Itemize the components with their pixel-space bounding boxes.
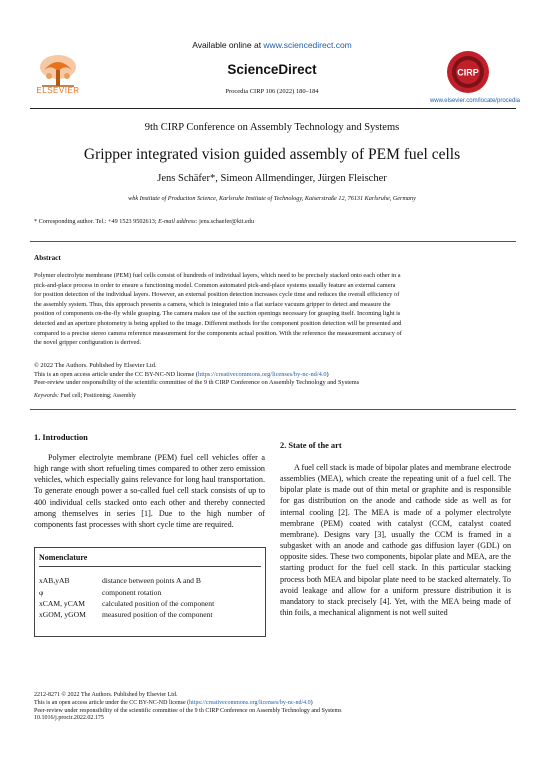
soa-line: cathode gas diffusion layer (GDL) on opposite sides. These two xyxy=(280,541,512,562)
intro-line: fuel cell stack consists of up to 400 individual cells stacked onto xyxy=(34,486,266,507)
nomenclature-definition: distance between points A and B xyxy=(102,576,201,585)
nomenclature-symbol: xAB,yAB xyxy=(39,576,70,585)
header-divider xyxy=(30,108,516,109)
abstract-line: for position detection of the individual layers. However, an external position detection increases cycle time and reduces the overall efficiency of xyxy=(34,291,400,299)
soa-line: made of a polymer electrolyte membrane (PEM) coated with xyxy=(280,507,511,528)
nomenclature-row xyxy=(39,588,261,599)
soa-line: for the fuel cell stack. In this particular stacking process both xyxy=(280,563,511,584)
intro-line: [1]. Due to the high number of components fast processes with xyxy=(34,508,265,529)
intro-line: zero emission vehicles, which especially gains relevance for xyxy=(34,464,265,485)
sciencedirect-title: ScienceDirect xyxy=(227,62,317,77)
intro-line: short cycle time are required. xyxy=(138,519,234,529)
nomenclature-definition: measured position of the component xyxy=(102,610,213,619)
journal-reference: Procedia CIRP 106 (2022) 180–184 xyxy=(225,88,319,95)
nomenclature-symbol: xGOM, yGOM xyxy=(39,610,86,619)
cirp-logo-icon xyxy=(446,50,490,94)
nomenclature-row xyxy=(39,610,261,621)
intro-line: each other and thereby connected among themselves in series xyxy=(34,497,265,518)
cirp-logo-text: CIRP xyxy=(457,67,479,78)
nomenclature-heading: Nomenclature xyxy=(39,553,88,562)
soa-line: mandatory to stack precisely [4]. Yet, with the MEA being xyxy=(280,596,481,606)
nomenclature-divider xyxy=(39,566,261,567)
soa-line: graphite and is responsible for gas distribution on the anode and xyxy=(280,485,512,506)
footer-issn: 2212-8271 © 2022 The Authors. Published by Elsevier Ltd. xyxy=(34,692,178,698)
available-online-line: Available online at www.sciencedirect.com xyxy=(192,40,352,50)
abstract-divider-bottom xyxy=(30,409,516,410)
keywords-label: Keywords: xyxy=(34,393,59,399)
soa-line: A fuel cell stack is made of bipolar plates and membrane xyxy=(294,463,480,472)
license-line: This is an open access article under the CC BY-NC-ND license (https://creativecommons.org/licenses/by-nc-nd/4.0) xyxy=(34,370,329,378)
introduction-body xyxy=(34,452,265,530)
state-of-the-art-body xyxy=(280,462,511,618)
journal-url-link[interactable]: www.elsevier.com/locate/procedia xyxy=(429,98,520,104)
nomenclature-box xyxy=(34,547,266,637)
soa-line: leakage and allow for a uniform pressure distribution it is xyxy=(302,585,511,595)
abstract-line: pick-and-place process in order to ensure a functioning model. Common automated pick-and-place systems usually feature an external camera xyxy=(34,281,396,289)
footer-peer-review: Peer-review under responsibility of the scientific committee of the 9 th CIRP Conference on Assembly Technology and Systems xyxy=(34,707,342,714)
corresponding-author: * Corresponding author. Tel.: +49 1523 9502613; E-mail address: jens.schaefer@kit.edu xyxy=(34,218,254,225)
introduction-heading: 1. Introduction xyxy=(34,433,88,442)
elsevier-wordmark: ELSEVIER xyxy=(36,86,80,95)
paper-title: Gripper integrated vision guided assembly of PEM fuel cells xyxy=(83,146,461,163)
footer-doi[interactable]: 10.1016/j.procir.2022.02.175 xyxy=(34,715,104,722)
soa-line: a fuel cell. The bipolar plate is made out of thin metal or xyxy=(280,474,511,495)
abstract-divider-top xyxy=(30,241,516,242)
abstract-line: compared to a precise stereo camera reference measurement for the components actual position. With the reference the measurement accuracy of xyxy=(34,329,402,337)
footer-license: This is an open access article under the CC BY-NC-ND license (https://creativecommons.org/licenses/by-nc-nd/4.0) xyxy=(34,699,313,706)
state-of-the-art-heading: 2. State of the art xyxy=(280,441,342,450)
intro-line: long haul transportation. To generate enough power a so-called xyxy=(34,475,266,496)
soa-line: usually the CCM is framed in a subgasket with an anode and xyxy=(280,529,512,551)
nomenclature-symbol: xCAM, yCAM xyxy=(39,599,85,608)
abstract-line: the assembly system. Thus, this approach presents a camera, which is integrated into a flat surface vacuum gripper to detect and measure the xyxy=(34,300,391,308)
nomenclature-row xyxy=(39,599,261,610)
page-footer xyxy=(34,692,342,723)
affiliation: wbk Institute of Production Science, Karlsruhe Institute of Technology, Kaiserstraße 12, 76131 Karlsruhe, Germany xyxy=(128,195,416,202)
keywords-value: Fuel cell; Positioning; Assembly xyxy=(58,393,136,399)
keywords xyxy=(34,393,136,399)
abstract-line: detected and an aperture photometry is being applied to the image. Different methods for the component position detection will be presented and xyxy=(34,319,402,327)
abstract-heading: Abstract xyxy=(34,254,61,262)
nomenclature-definition: component rotation xyxy=(102,588,162,597)
soa-line: made of thin foils, a mechanical alignment is not well suited xyxy=(280,596,511,618)
abstract-body xyxy=(34,271,511,348)
footer-license-link[interactable]: https://creativecommons.org/licenses/by-nc-nd/4.0 xyxy=(189,699,311,706)
soa-line: electrode assemblies (MEA), which create the repeating unit of xyxy=(280,463,511,484)
abstract-line: the novel gripper configuration is derived. xyxy=(34,339,142,347)
intro-line: offer a high range with short refueling times compared to other xyxy=(34,453,265,474)
email-link[interactable]: jens.schaefer@kit.edu xyxy=(197,218,254,225)
soa-line: MEA and bipolar plate need to be stacked alternately. To avoid xyxy=(280,574,511,595)
peer-review-line: Peer-review under responsibility of the scientific committee of the 9 th CIRP Conference on Assembly Technology and Systems xyxy=(34,379,360,387)
abstract-line: position of components on-the-fly while grasping. The camera makes use of the suction openings necessary for grasping itself. Incoming light is xyxy=(34,310,401,318)
nomenclature-symbol: φ xyxy=(39,588,44,597)
copyright-block xyxy=(34,362,359,388)
copyright-line: © 2022 The Authors. Published by Elsevier Ltd. xyxy=(34,362,157,369)
conference-name: 9th CIRP Conference on Assembly Technology and Systems xyxy=(144,122,400,133)
nomenclature-definition: calculated position of the component xyxy=(102,599,215,608)
abstract-line: Polymer electrolyte membrane (PEM) fuel cells consist of hundreds of individual layers, which need to be precisely stacked onto each other in a xyxy=(34,272,401,279)
author-list: Jens Schäfer*, Simeon Allmendinger, Jürgen Fleischer xyxy=(157,173,387,184)
intro-line: Polymer electrolyte membrane (PEM) fuel cell vehicles xyxy=(48,453,239,462)
sciencedirect-link[interactable]: www.sciencedirect.com xyxy=(263,40,352,50)
license-link[interactable]: https://creativecommons.org/licenses/by-nc-nd/4.0 xyxy=(198,370,327,378)
soa-line: catalyst (CCM, catalyst coated membrane). Designs vary [3], xyxy=(280,518,511,539)
nomenclature-row xyxy=(39,576,261,587)
soa-line: cathode side as well as for internal cooling [2]. The MEA is xyxy=(280,496,511,517)
soa-line: components, bipolar plate and MEA, are the starting product xyxy=(280,552,512,573)
